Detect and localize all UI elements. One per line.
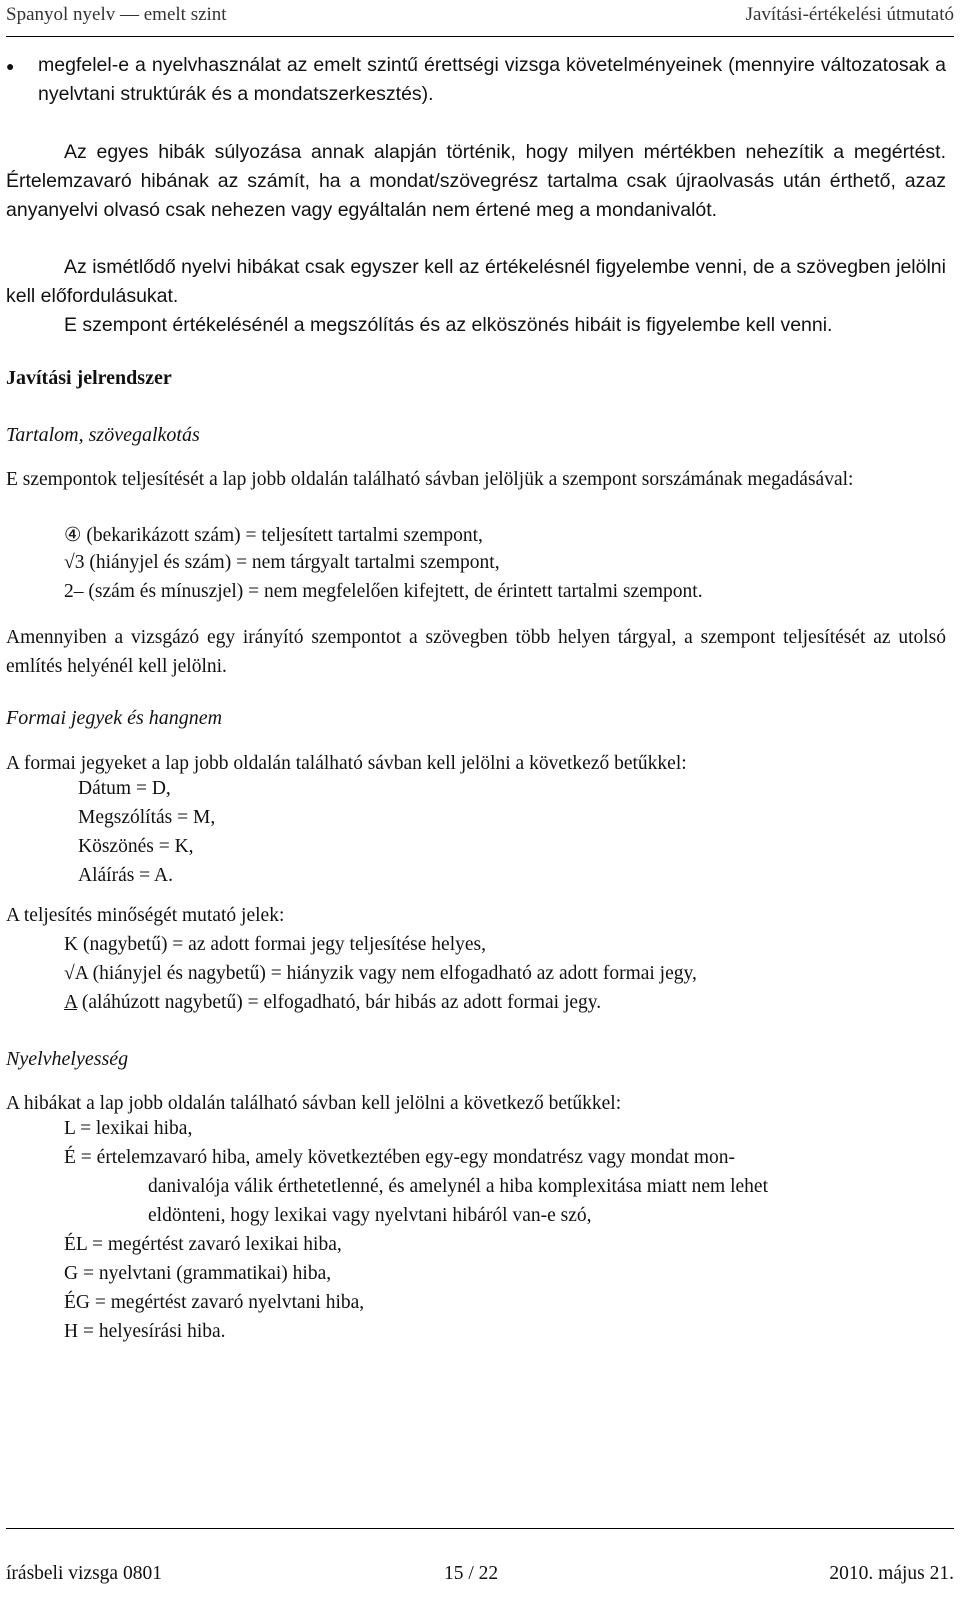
mark-row: [64, 552, 500, 574]
form-letter: Dátum = D,: [78, 778, 171, 799]
paragraph-weighting: Az egyes hibák súlyozása annak alapján történik, hogy milyen mértékben nehezítik a megértést. Értelemzavaró hibának az számít, ha a mondat/szövegrész tartalma csak újraolvasás után érthető, azaz anyanyelvi olvasó csak nehezen vagy egyáltalán nem értené meg a mondanivalót.: [6, 141, 946, 221]
paragraph-repeated-errors: Az ismétlődő nyelvi hibákat csak egyszer kell az értékelésnél figyelembe venni, de a szövegben jelölni kell előfordulásukat.: [6, 256, 946, 307]
quality-row: [64, 992, 601, 1014]
page-header: [6, 0, 954, 37]
header-subject: Spanyol nyelv — emelt szint: [6, 4, 227, 25]
form-letter: Megszólítás = M,: [78, 807, 216, 828]
mark-text: (bekarikázott szám) = teljesített tartalmi szempont,: [86, 525, 483, 546]
footer-date: 2010. május 21.: [829, 1563, 954, 1584]
mark-symbol: ④: [64, 525, 82, 546]
error-code: H = helyesírási hiba.: [64, 1321, 226, 1342]
form-letter: Aláírás = A.: [78, 865, 173, 886]
bullet-marker: ●: [6, 58, 15, 74]
error-code: ÉL = megértést zavaró lexikai hiba,: [64, 1234, 342, 1255]
quality-symbol: K: [64, 934, 79, 955]
quality-row: [64, 934, 486, 956]
mark-row: [64, 581, 703, 603]
error-code: G = nyelvtani (grammatikai) hiba,: [64, 1263, 332, 1284]
error-code: L = lexikai hiba,: [64, 1118, 193, 1139]
header-doc-type: Javítási-értékelési útmutató: [745, 4, 954, 25]
mark-symbol: √3: [64, 552, 85, 573]
mark-symbol: 2–: [64, 581, 84, 602]
subsection-title-form: Formai jegyek és hangnem: [6, 707, 223, 729]
page-footer: [6, 1528, 954, 1589]
error-code: É = értelemzavaró hiba, amely következtében egy-egy mondatrész vagy mondat mon-: [64, 1147, 736, 1168]
language-intro: A hibákat a lap jobb oldalán található sávban kell jelölni a következő betűkkel:: [6, 1093, 622, 1114]
quality-symbol: A: [64, 992, 78, 1013]
subsection-title-language: Nyelvhelyesség: [6, 1048, 129, 1070]
bullet-text: megfelel-e a nyelvhasználat az emelt szintű érettségi vizsga követelményeinek (mennyire változatosak a nyelvtani struktúrák és a mondatszerkesztés).: [38, 54, 946, 105]
error-code-continued: eldönteni, hogy lexikai vagy nyelvtani hibáról van-e szó,: [148, 1205, 592, 1226]
quality-text: (aláhúzott nagybetű) = elfogadható, bár hibás az adott formai jegy.: [81, 992, 602, 1013]
footer-page-number: 15 / 22: [444, 1563, 499, 1584]
footer-exam-code: írásbeli vizsga 0801: [6, 1563, 162, 1584]
content-note: Amennyiben a vizsgázó egy irányító szempontot a szövegben több helyen tárgyal, a szempont teljesítését az utolsó említés helyénél kell jelölni.: [6, 627, 946, 677]
quality-row: [64, 963, 697, 985]
form-intro: A formai jegyeket a lap jobb oldalán található sávban kell jelölni a következő betűkkel:: [6, 753, 687, 774]
quality-intro: A teljesítés minőségét mutató jelek:: [6, 905, 285, 926]
subsection-title-content: Tartalom, szövegalkotás: [6, 424, 200, 446]
paragraph-greeting: E szempont értékelésénél a megszólítás és az elköszönés hibáit is figyelembe kell venni.: [64, 314, 833, 336]
form-letter: Köszönés = K,: [78, 836, 194, 857]
section-title: Javítási jelrendszer: [6, 367, 172, 389]
quality-text: (hiányjel és nagybetű) = hiányzik vagy nem elfogadható az adott formai jegy,: [92, 963, 697, 984]
quality-text: (nagybetű) = az adott formai jegy teljesítése helyes,: [82, 934, 486, 955]
mark-text: (szám és mínuszjel) = nem megfelelően kifejtett, de érintett tartalmi szempont.: [88, 581, 703, 602]
content-intro: E szempontok teljesítését a lap jobb oldalán található sávban jelöljük a szempont sorszámának megadásával:: [6, 469, 854, 490]
error-code-continued: danivalója válik érthetetlenné, és amelynél a hiba komplexitása miatt nem lehet: [148, 1176, 768, 1197]
quality-symbol: √A: [64, 963, 88, 984]
mark-text: (hiányjel és szám) = nem tárgyalt tartalmi szempont,: [89, 552, 500, 573]
mark-row: [64, 523, 483, 547]
error-code: ÉG = megértést zavaró nyelvtani hiba,: [64, 1292, 365, 1313]
